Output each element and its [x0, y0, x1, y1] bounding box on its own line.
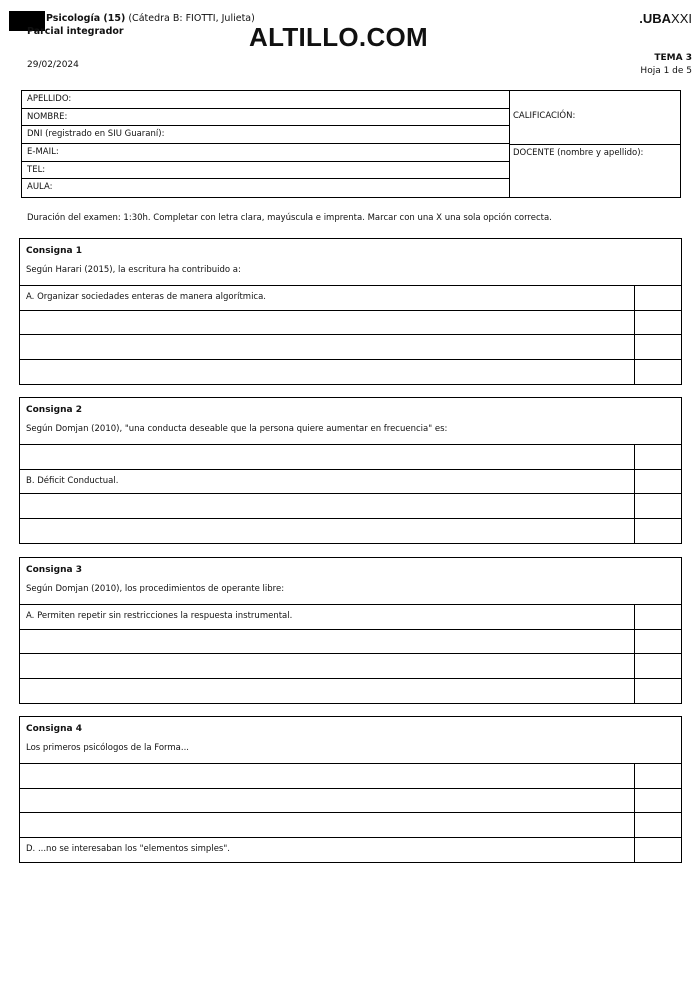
answer-checkbox[interactable] [634, 679, 681, 704]
option-row [20, 630, 681, 655]
option-row [20, 470, 681, 495]
option-row [20, 494, 681, 519]
option-row [20, 605, 681, 630]
consigna-title: Consigna 4 [26, 724, 82, 734]
student-fields [22, 91, 510, 197]
option-row [20, 286, 681, 311]
option-row [20, 654, 681, 679]
answer-checkbox[interactable] [634, 838, 681, 863]
option-text: A. Permiten repetir sin restricciones la respuesta instrumental. [26, 611, 293, 621]
field-aula[interactable]: AULA: [27, 182, 53, 193]
consigna-title: Consigna 1 [26, 246, 82, 256]
field-apellido[interactable]: APELLIDO: [22, 91, 509, 109]
page-counter: Hoja 1 de 5 [640, 66, 692, 76]
option-row [20, 335, 681, 360]
answer-checkbox[interactable] [634, 605, 681, 629]
field-nombre[interactable]: NOMBRE: [22, 109, 509, 127]
option-text: D. ...no se interesaban los "elementos simples". [26, 843, 230, 854]
course-title [46, 13, 255, 24]
consigna-question: Los primeros psicólogos de la Forma... [26, 743, 189, 753]
answer-checkbox[interactable] [634, 630, 681, 654]
option-row [20, 311, 681, 336]
option-row [20, 813, 681, 838]
logo-xxi: XXI [671, 11, 692, 26]
tema-label: TEMA 3 [654, 53, 692, 63]
consigna-header [20, 558, 681, 605]
answer-checkbox[interactable] [634, 445, 681, 469]
field-tel[interactable]: TEL: [22, 162, 509, 180]
option-row [20, 838, 681, 863]
option-row [20, 789, 681, 814]
option-row [20, 764, 681, 789]
consigna-question: Según Domjan (2010), los procedimientos de operante libre: [26, 584, 285, 594]
exam-instructions: Duración del examen: 1:30h. Completar con letra clara, mayúscula e imprenta. Marcar con una X una sola opción correcta. [27, 213, 552, 223]
answer-checkbox[interactable] [634, 360, 681, 385]
consigna-4 [19, 716, 682, 863]
answer-checkbox[interactable] [634, 470, 681, 494]
option-row [20, 519, 681, 544]
answer-checkbox[interactable] [634, 335, 681, 359]
field-email[interactable]: E-MAIL: [22, 144, 509, 162]
course-name: Psicología (15) [46, 13, 126, 24]
consigna-question: Según Harari (2015), la escritura ha contribuido a: [26, 265, 241, 275]
uba-logo [639, 11, 692, 26]
option-text: A. Organizar sociedades enteras de manera algorítmica. [26, 292, 267, 302]
consigna-2 [19, 397, 682, 544]
exam-date: 29/02/2024 [27, 60, 79, 70]
answer-checkbox[interactable] [634, 519, 681, 544]
answer-checkbox[interactable] [634, 813, 681, 837]
exam-subtitle: Parcial integrador [27, 26, 124, 37]
grading-panel [510, 91, 680, 197]
docente-field: DOCENTE (nombre y apellido): [513, 148, 644, 158]
option-row [20, 360, 681, 385]
student-info-table [21, 90, 681, 198]
consigna-title: Consigna 3 [26, 565, 82, 575]
answer-checkbox[interactable] [634, 494, 681, 518]
consigna-header [20, 239, 681, 286]
option-row [20, 679, 681, 704]
option-row [20, 445, 681, 470]
answer-checkbox[interactable] [634, 764, 681, 788]
answer-checkbox[interactable] [634, 311, 681, 335]
answer-checkbox[interactable] [634, 654, 681, 678]
consigna-header [20, 398, 681, 445]
calificacion-field: CALIFICACIÓN: [510, 91, 680, 145]
field-dni[interactable]: DNI (registrado en SIU Guaraní): [22, 126, 509, 144]
consigna-title: Consigna 2 [26, 405, 82, 415]
course-chair: (Cátedra B: FIOTTI, Julieta) [125, 13, 255, 24]
logo-uba: .UBA [639, 11, 672, 26]
consigna-1 [19, 238, 682, 385]
answer-checkbox[interactable] [634, 789, 681, 813]
consigna-question: Según Domjan (2010), "una conducta deseable que la persona quiere aumentar en frecuencia" es: [26, 424, 448, 434]
consigna-3 [19, 557, 682, 704]
answer-checkbox[interactable] [634, 286, 681, 310]
watermark: ALTILLO.COM [249, 22, 429, 52]
option-text: B. Déficit Conductual. [26, 475, 119, 486]
consigna-header [20, 717, 681, 764]
